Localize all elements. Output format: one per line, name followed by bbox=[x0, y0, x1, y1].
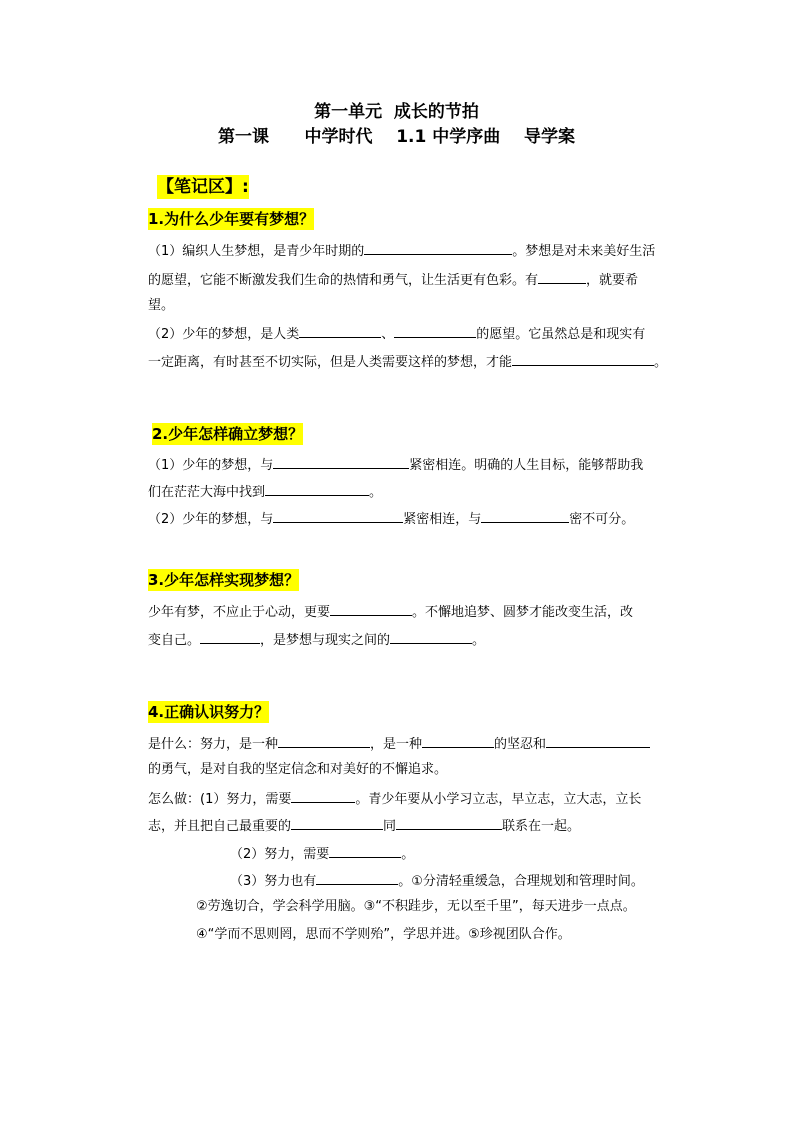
text-segment: 的愿望。它虽然总是和现实有 bbox=[476, 327, 646, 342]
text-segment: 的愿望，它能不断激发我们生命的热情和勇气，让生活更有色彩。有 bbox=[148, 273, 539, 288]
section-4-line-2 bbox=[148, 761, 447, 779]
unit-title: 第一单元 成长的节拍 bbox=[314, 102, 479, 122]
section-1-heading: 1.为什么少年要有梦想？ bbox=[148, 210, 315, 228]
answer-blank[interactable] bbox=[291, 816, 383, 830]
text-segment: （1）少年的梦想，与 bbox=[148, 458, 274, 473]
answer-blank[interactable] bbox=[299, 324, 381, 338]
answer-blank[interactable] bbox=[278, 734, 370, 748]
text-segment: （3）努力也有 bbox=[230, 874, 317, 889]
section-4-line-1 bbox=[148, 734, 650, 754]
text-segment: 一定距离，有时甚至不切实际，但是人类需要这样的梦想，才能 bbox=[148, 355, 513, 370]
lesson-title: 第一课 中学时代 1.1 中学序曲 导学案 bbox=[218, 127, 575, 147]
section-1-line-1 bbox=[148, 241, 655, 261]
text-segment: 的坚忍和 bbox=[494, 737, 547, 752]
section-4-line-7 bbox=[196, 898, 636, 916]
text-segment: 。青少年要从小学习立志，早立志，立大志，立长 bbox=[355, 792, 642, 807]
text-segment: ，就要希 bbox=[586, 273, 639, 288]
text-segment: ④“学而不思则罔，思而不学则殆”，学思并进。⑤珍视团队合作。 bbox=[196, 927, 571, 942]
notes-heading: 【笔记区】: bbox=[157, 177, 249, 197]
section-4-line-6 bbox=[230, 871, 644, 891]
section-2-line-3 bbox=[148, 509, 634, 529]
section-1-line-5 bbox=[148, 352, 667, 372]
text-segment: 。梦想是对未来美好生活 bbox=[512, 244, 656, 259]
text-segment: （2）少年的梦想，与 bbox=[148, 512, 274, 527]
section-4-line-3 bbox=[148, 789, 641, 809]
text-segment: 联系在一起。 bbox=[502, 819, 581, 834]
section-4-line-8 bbox=[196, 926, 571, 944]
text-segment: 。 bbox=[654, 355, 668, 370]
text-segment: 是什么：努力，是一种 bbox=[148, 737, 279, 752]
text-segment: 同 bbox=[383, 819, 397, 834]
text-segment: （2）少年的梦想，是人类 bbox=[148, 327, 300, 342]
answer-blank[interactable] bbox=[273, 455, 409, 469]
text-segment: 。①分清轻重缓急，合理规划和管理时间。 bbox=[398, 874, 644, 889]
text-segment: 怎么做：(1）努力，需要 bbox=[148, 792, 292, 807]
text-segment: 。 bbox=[472, 633, 486, 648]
answer-blank[interactable] bbox=[512, 352, 654, 366]
text-segment: 、 bbox=[381, 327, 395, 342]
section-2-line-2 bbox=[148, 482, 382, 502]
answer-blank[interactable] bbox=[390, 630, 472, 644]
text-segment: （1）编织人生梦想，是青少年时期的 bbox=[148, 244, 365, 259]
section-4-line-5 bbox=[230, 844, 414, 864]
answer-blank[interactable] bbox=[394, 324, 476, 338]
text-segment: （2）努力，需要 bbox=[230, 847, 330, 862]
text-segment: 志，并且把自己最重要的 bbox=[148, 819, 292, 834]
text-segment: 。 bbox=[369, 485, 383, 500]
section-4-heading: 4.正确认识努力？ bbox=[148, 703, 270, 721]
section-4-line-4 bbox=[148, 816, 580, 836]
text-segment: 密不可分。 bbox=[569, 512, 635, 527]
answer-blank[interactable] bbox=[316, 871, 398, 885]
section-1-line-2 bbox=[148, 270, 638, 290]
answer-blank[interactable] bbox=[200, 630, 260, 644]
answer-blank[interactable] bbox=[329, 844, 401, 858]
text-segment: 的勇气，是对自我的坚定信念和对美好的不懈追求。 bbox=[148, 762, 448, 777]
section-3-line-2 bbox=[148, 630, 485, 650]
text-segment: 变自己。 bbox=[148, 633, 201, 648]
text-segment: ②劳逸切合，学会科学用脑。③“不积跬步，无以至千里”，每天进步一点点。 bbox=[196, 899, 636, 914]
text-segment: 紧密相连，与 bbox=[403, 512, 482, 527]
answer-blank[interactable] bbox=[481, 509, 569, 523]
answer-blank[interactable] bbox=[396, 816, 502, 830]
answer-blank[interactable] bbox=[265, 482, 369, 496]
answer-blank[interactable] bbox=[273, 509, 403, 523]
text-segment: ，是一种 bbox=[370, 737, 423, 752]
text-segment: 望。 bbox=[148, 298, 175, 313]
section-3-heading: 3.少年怎样实现梦想？ bbox=[148, 571, 300, 589]
section-1-line-4 bbox=[148, 324, 645, 344]
answer-blank[interactable] bbox=[364, 241, 512, 255]
answer-blank[interactable] bbox=[422, 734, 494, 748]
answer-blank[interactable] bbox=[546, 734, 650, 748]
text-segment: 紧密相连。明确的人生目标，能够帮助我 bbox=[409, 458, 644, 473]
section-3-line-1 bbox=[148, 602, 633, 622]
text-segment: ，是梦想与现实之间的 bbox=[260, 633, 391, 648]
answer-blank[interactable] bbox=[330, 602, 412, 616]
answer-blank[interactable] bbox=[538, 270, 586, 284]
text-segment: 。不懈地追梦、圆梦才能改变生活，改 bbox=[412, 605, 634, 620]
answer-blank[interactable] bbox=[291, 789, 355, 803]
section-1-line-3 bbox=[148, 297, 174, 315]
section-2-heading: 2.少年怎样确立梦想？ bbox=[152, 425, 304, 443]
text-segment: 少年有梦，不应止于心动，更要 bbox=[148, 605, 331, 620]
text-segment: 们在茫茫大海中找到 bbox=[148, 485, 266, 500]
text-segment: 。 bbox=[401, 847, 415, 862]
section-2-line-1 bbox=[148, 455, 643, 475]
